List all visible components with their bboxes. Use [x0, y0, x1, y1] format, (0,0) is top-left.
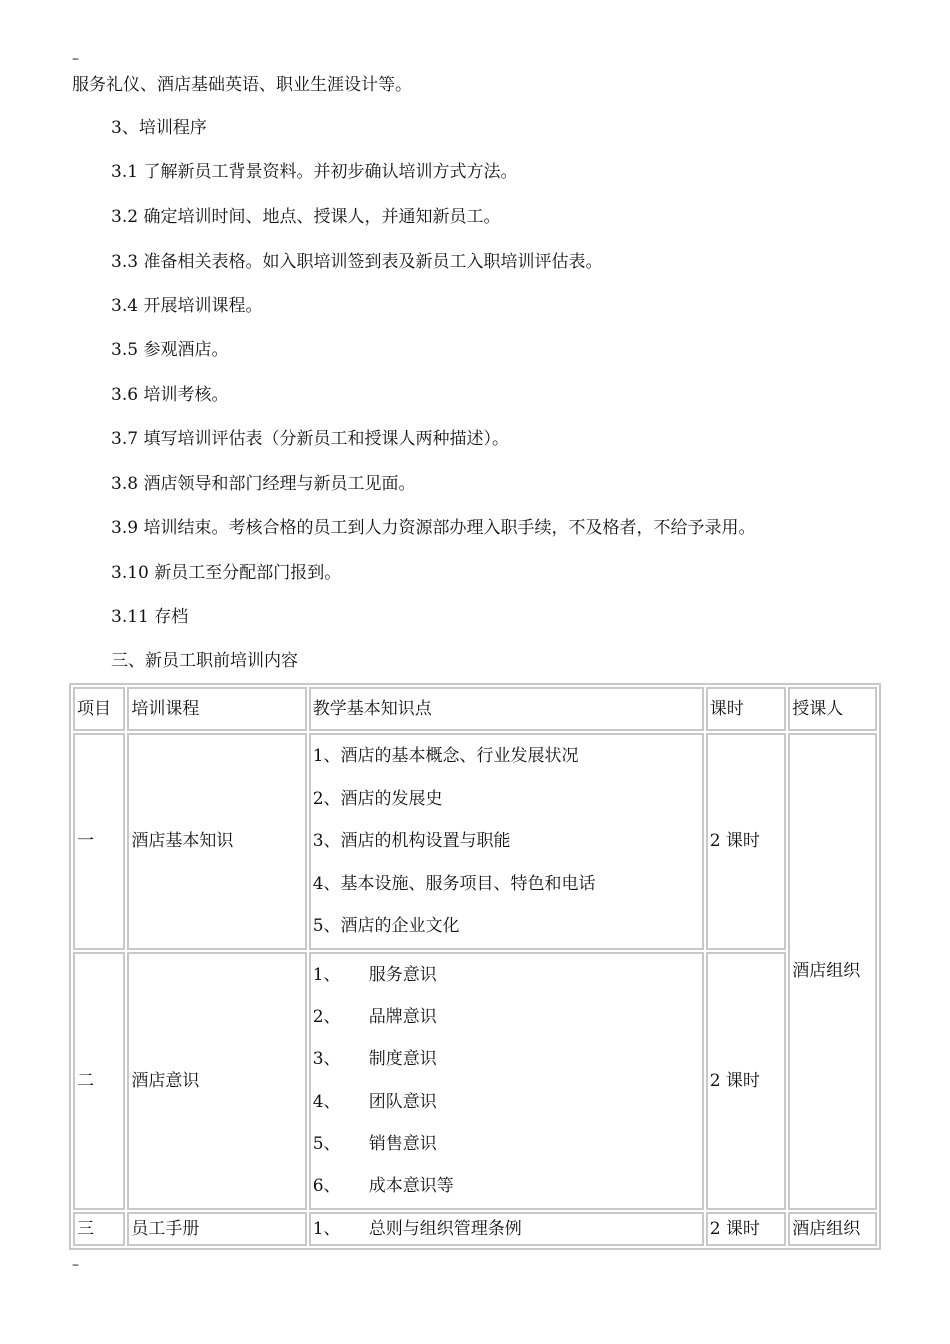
- points-cell: [309, 1212, 704, 1246]
- step-item: 3.8 酒店领导和部门经理与新员工见面。: [111, 474, 416, 494]
- step-item: 3.3 准备相关表格。如入职培训签到表及新员工入职培训评估表。: [111, 252, 603, 272]
- teacher-cell: 酒店组织: [788, 733, 877, 1210]
- table-header-row: [73, 687, 877, 731]
- item-cell: 一: [73, 733, 125, 950]
- knowledge-point: 1、 总则与组织管理条例: [312, 1218, 522, 1239]
- step-item: 3.5 参观酒店。: [111, 340, 229, 360]
- step-item: 3.1 了解新员工背景资料。并初步确认培训方式方法。: [111, 162, 518, 182]
- knowledge-point: 4、基本设施、服务项目、特色和电话: [312, 873, 596, 894]
- knowledge-point: 5、 销售意识: [312, 1134, 437, 1155]
- header-cell: 课时: [706, 687, 787, 731]
- knowledge-point: 5、酒店的企业文化: [312, 916, 460, 936]
- page-bottom-mark: –: [72, 1257, 79, 1273]
- knowledge-point: 3、酒店的机构设置与职能: [312, 831, 511, 851]
- knowledge-point: 6、 成本意识等: [312, 1176, 454, 1197]
- table-row: [73, 952, 877, 1210]
- step-item: 3.2 确定培训时间、地点、授课人，并通知新员工。: [111, 207, 501, 227]
- item-cell: 二: [73, 952, 125, 1210]
- header-cell: 授课人: [788, 687, 877, 731]
- knowledge-point: 2、 品牌意识: [312, 1006, 437, 1027]
- knowledge-point: 1、 服务意识: [312, 964, 437, 985]
- page-top-mark: –: [72, 51, 79, 67]
- points-cell: [309, 952, 704, 1210]
- knowledge-point: 2、酒店的发展史: [312, 788, 443, 809]
- step-item: 3.11 存档: [111, 607, 189, 627]
- step-item: 3.6 培训考核。: [111, 385, 229, 405]
- table-row: [73, 1212, 877, 1246]
- course-cell: 酒店意识: [127, 952, 306, 1210]
- knowledge-point: 4、 团队意识: [312, 1091, 437, 1112]
- knowledge-point: 1、酒店的基本概念、行业发展状况: [312, 746, 579, 766]
- course-cell: 员工手册: [127, 1212, 306, 1246]
- hours-cell: 2 课时: [706, 733, 787, 950]
- teacher-cell: 酒店组织: [788, 1212, 877, 1246]
- header-cell: 教学基本知识点: [309, 687, 704, 731]
- section-heading: 3、培训程序: [111, 118, 207, 138]
- course-cell: 酒店基本知识: [127, 733, 306, 950]
- knowledge-point: 3、 制度意识: [312, 1049, 437, 1070]
- item-cell: 三: [73, 1212, 125, 1246]
- curriculum-table: [69, 683, 881, 1250]
- intro-continuation: 服务礼仪、酒店基础英语、职业生涯设计等。: [72, 75, 412, 95]
- header-cell: 项目: [73, 687, 125, 731]
- step-item: 3.7 填写培训评估表（分新员工和授课人两种描述）。: [111, 429, 509, 449]
- points-cell: [309, 733, 704, 950]
- step-item: 3.9 培训结束。考核合格的员工到人力资源部办理入职手续，不及格者，不给予录用。: [111, 518, 756, 538]
- step-item: 3.10 新员工至分配部门报到。: [111, 563, 342, 583]
- step-item: 3.4 开展培训课程。: [111, 296, 263, 316]
- hours-cell: 2 课时: [706, 1212, 787, 1246]
- table-heading: 三、新员工职前培训内容: [111, 651, 298, 671]
- header-cell: 培训课程: [127, 687, 306, 731]
- table-row: [73, 733, 877, 950]
- hours-cell: 2 课时: [706, 952, 787, 1210]
